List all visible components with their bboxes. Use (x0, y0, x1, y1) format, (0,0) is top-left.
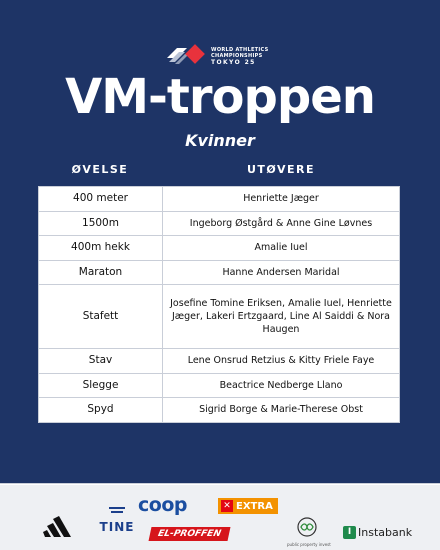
column-header-event: ØVELSE (71, 163, 129, 176)
athletes-cell: Lene Onsrud Retzius & Kitty Friele Faye (163, 349, 400, 374)
athletes-cell: Henriette Jæger (163, 187, 400, 212)
event-cell: 400m hekk (39, 236, 163, 261)
elproffen-logo: EL-PROFFEN (149, 527, 231, 541)
column-header-athletes: UTØVERE (246, 163, 316, 176)
extra-logo (218, 498, 278, 514)
table-row (39, 398, 400, 423)
event-cell: Stav (39, 349, 163, 374)
ppi-logo (287, 517, 331, 547)
athletes-cell: Josefine Tomine Eriksen, Amalie Iuel, Henriette Jæger, Lakeri Ertzgaard, Line Al Saiddi & Nora Haugen (163, 285, 400, 349)
table-row (39, 285, 400, 349)
instabank-logo-text: Instabank (358, 526, 413, 539)
athletes-cell: Hanne Andersen Maridal (163, 260, 400, 285)
adidas-logo-icon (43, 513, 83, 543)
page-title: VM-troppen (65, 69, 375, 125)
extra-x-icon: ✕ (221, 500, 233, 512)
table-row (39, 349, 400, 374)
coop-logo: coop (138, 494, 187, 516)
table-row (39, 236, 400, 261)
ppi-infinity-icon (297, 517, 317, 537)
sponsor-bar (0, 485, 440, 550)
tine-logo (99, 500, 135, 534)
event-cell: 1500m (39, 211, 163, 236)
event-logo-line-1: WORLD ATHLETICS (211, 47, 269, 53)
tine-logo-text: TINE (99, 520, 135, 534)
athletes-cell: Beactrice Nedberge Llano (163, 373, 400, 398)
event-logo-line-3: TOKYO 25 (211, 59, 256, 66)
table-row (39, 187, 400, 212)
instabank-square-icon: I (343, 526, 356, 539)
event-logo-line-2: CHAMPIONSHIPS (211, 53, 263, 59)
athletes-cell: Ingeborg Østgård & Anne Gine Løvnes (163, 211, 400, 236)
event-cell: 400 meter (39, 187, 163, 212)
ppi-logo-text: public property invest (287, 542, 331, 547)
event-cell: Maraton (39, 260, 163, 285)
extra-logo-text: EXTRA (236, 500, 273, 512)
crown-icon (108, 505, 126, 515)
event-cell: Spyd (39, 398, 163, 423)
table-row (39, 260, 400, 285)
event-cell: Slegge (39, 373, 163, 398)
page-subtitle: Kvinner (185, 131, 255, 150)
table-row (39, 211, 400, 236)
athletes-cell: Amalie Iuel (163, 236, 400, 261)
roster-table (38, 186, 400, 423)
athletes-cell: Sigrid Borge & Marie-Therese Obst (163, 398, 400, 423)
table-row (39, 373, 400, 398)
instabank-logo (343, 526, 412, 539)
event-cell: Stafett (39, 285, 163, 349)
